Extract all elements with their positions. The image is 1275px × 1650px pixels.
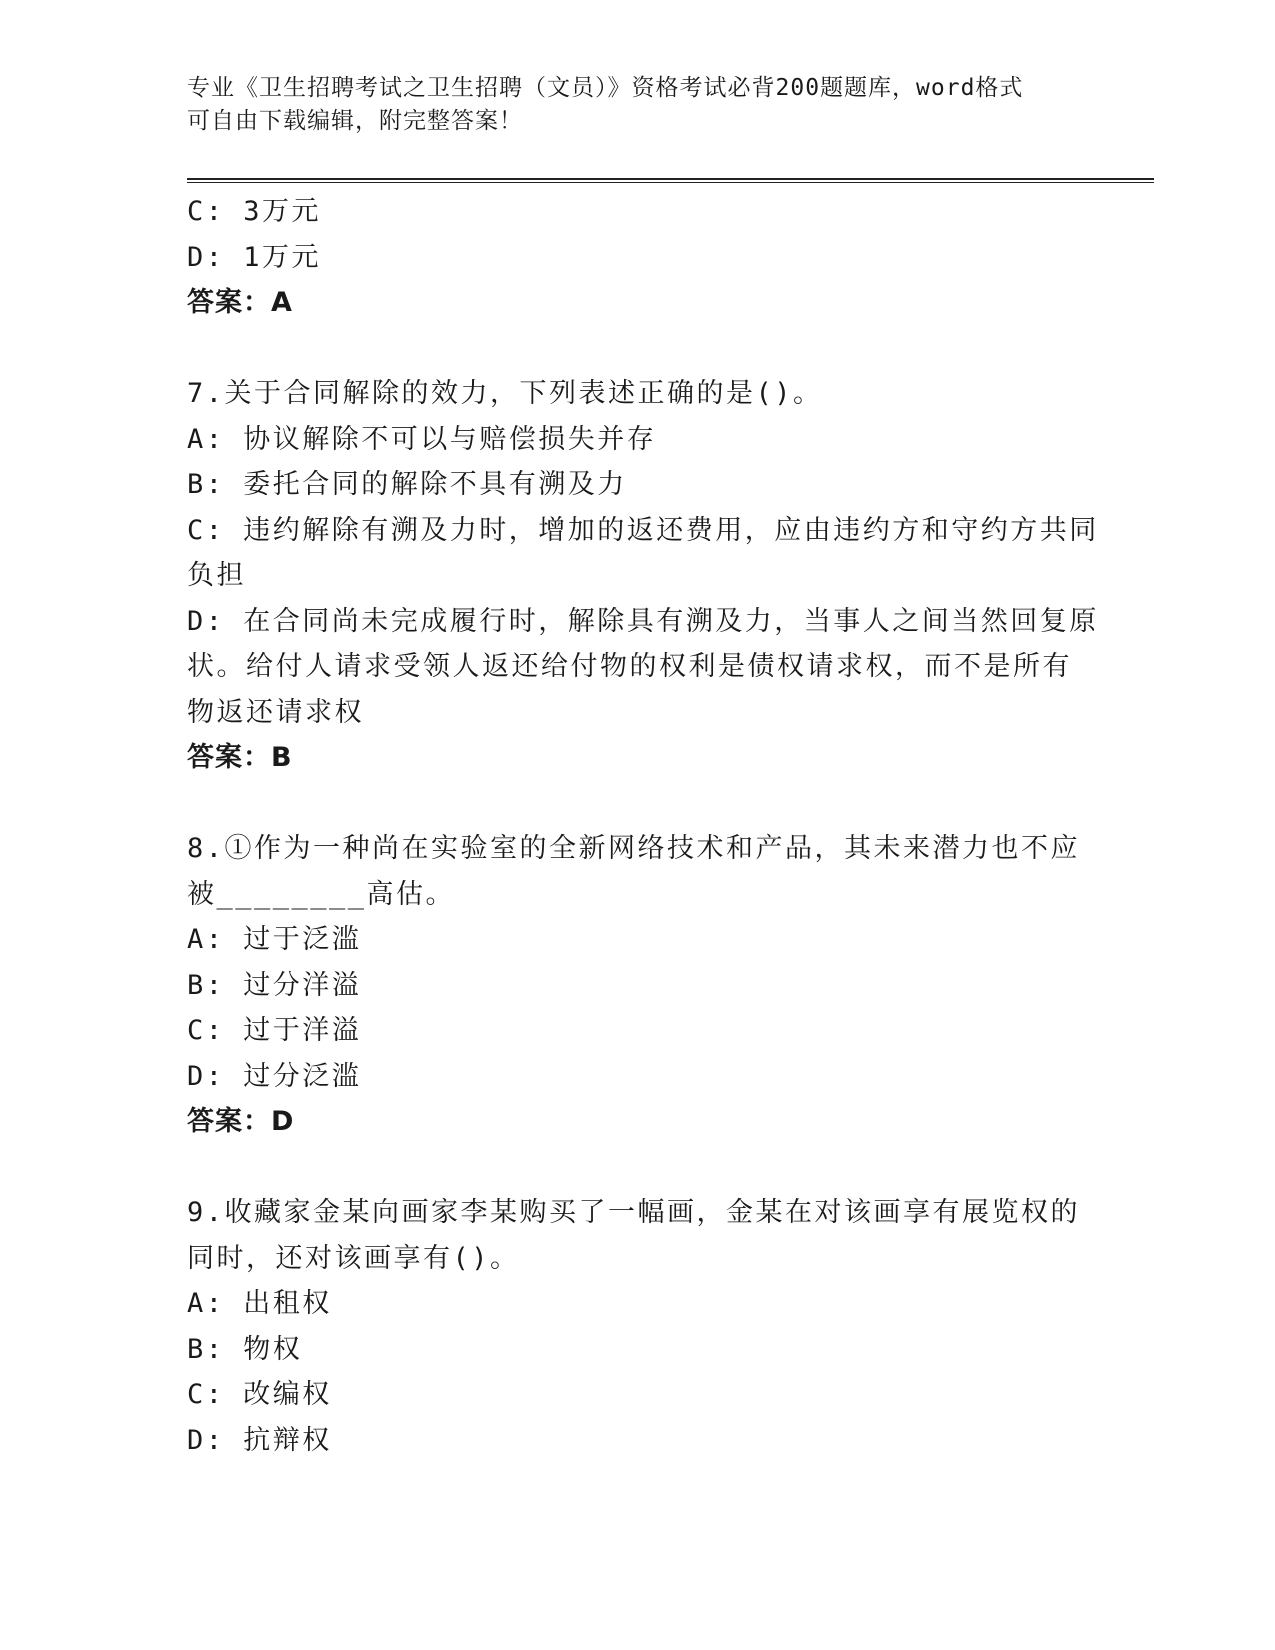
question-7-stem: 7.关于合同解除的效力，下列表述正确的是()。 xyxy=(187,378,823,409)
spacer xyxy=(187,326,1087,372)
question-8-answer: 答案：D xyxy=(187,1106,295,1137)
question-7-option-a: A: 协议解除不可以与赔偿损失并存 xyxy=(187,423,657,455)
spacer xyxy=(187,781,1087,827)
option-d: D: 1万元 xyxy=(187,241,322,273)
question-8-option-a: A: 过于泛滥 xyxy=(187,924,362,955)
question-9-option-c: C: 改编权 xyxy=(187,1379,332,1410)
question-8-stem-cont: 被________高估。 xyxy=(187,878,456,910)
question-7-option-d-cont-2: 物返还请求权 xyxy=(187,696,364,728)
question-7-option-c-cont: 负担 xyxy=(187,560,246,591)
header-divider-thick xyxy=(187,178,1154,180)
spacer xyxy=(187,1145,1087,1191)
option-c: C: 3万元 xyxy=(187,196,322,227)
question-9-option-b: B: 物权 xyxy=(187,1333,303,1365)
answer-line: 答案：A xyxy=(187,287,293,318)
document-body xyxy=(187,189,1099,1463)
question-7-option-d: D: 在合同尚未完成履行时，解除具有溯及力，当事人之间当然回复原 xyxy=(187,605,1099,637)
question-9-option-a: A: 出租权 xyxy=(187,1288,332,1319)
question-8-option-b: B: 过分洋溢 xyxy=(187,969,362,1001)
question-7-answer: 答案：B xyxy=(187,742,293,773)
question-9-stem: 9.收藏家金某向画家李某购买了一幅画，金某在对该画享有展览权的 xyxy=(187,1197,1081,1228)
question-7-option-b: B: 委托合同的解除不具有溯及力 xyxy=(187,469,627,500)
header-divider-thin xyxy=(187,182,1154,183)
question-8-option-d: D: 过分泛滥 xyxy=(187,1060,362,1092)
question-7-option-c: C: 违约解除有溯及力时，增加的返还费用，应由违约方和守约方共同 xyxy=(187,514,1099,546)
question-9-stem-cont: 同时，还对该画享有()。 xyxy=(187,1242,520,1274)
question-8-option-c: C: 过于洋溢 xyxy=(187,1015,362,1046)
question-9-option-d: D: 抗辩权 xyxy=(187,1424,332,1456)
header-line-1: 专业《卫生招聘考试之卫生招聘（文员）》资格考试必背200题题库，word格式 xyxy=(187,75,1024,101)
header-line-2: 可自由下载编辑，附完整答案！ xyxy=(187,108,523,134)
document-header xyxy=(187,72,1087,138)
question-8-stem: 8.①作为一种尚在实验室的全新网络技术和产品，其未来潜力也不应 xyxy=(187,833,1081,864)
question-7-option-d-cont-1: 状。给付人请求受领人返还给付物的权利是债权请求权，而不是所有 xyxy=(187,651,1072,682)
